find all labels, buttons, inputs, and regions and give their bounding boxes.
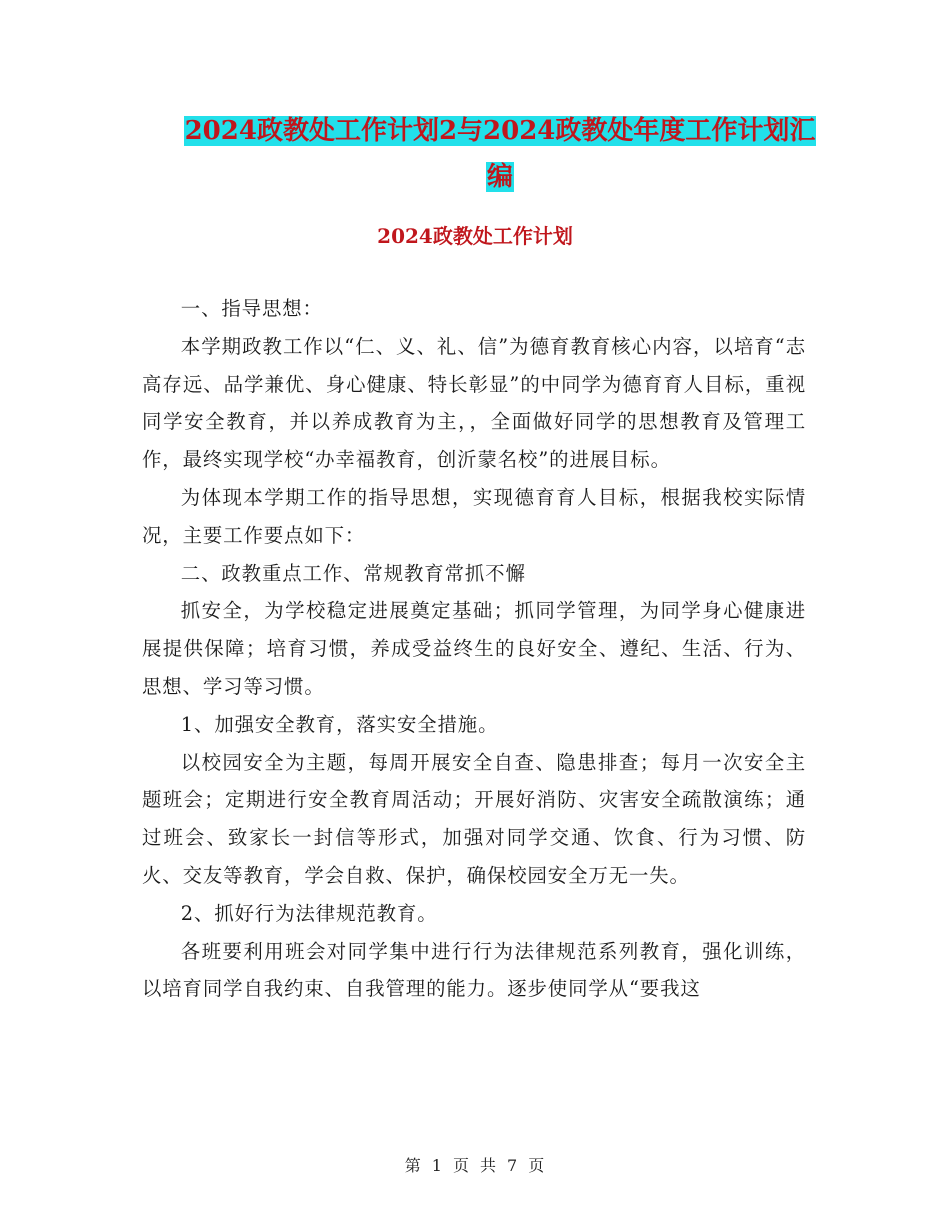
footer-mid2: 共	[480, 1156, 498, 1175]
document-title-line1: 2024政教处工作计划2与2024政教处年度工作计划汇	[184, 116, 816, 146]
footer-current-page: 1	[431, 1156, 443, 1175]
footer-suffix: 页	[528, 1156, 546, 1175]
section-title: 2024政教处工作计划	[377, 224, 573, 248]
heading-behavior-norms: 2、抓好行为法律规范教育。	[180, 901, 438, 925]
footer-prefix: 第	[404, 1156, 422, 1175]
document-title-line2: 编	[486, 162, 513, 192]
paragraph: 抓安全，为学校稳定进展奠定基础；抓同学管理，为同学身心健康进展提供保障；培育习惯，养成受益终生的良好安全、遵纪、生活、行为、思想、学习等习惯。	[142, 599, 806, 698]
paragraph: 本学期政教工作以“仁、义、礼、信”为德育教育核心内容，以培育“志高存远、品学兼优、身心健康、特长彰显”的中同学为德育育人目标，重视同学安全教育，并以养成教育为主，，全面做好同学的思想教育及管理工作，最终实现学校“办幸福教育，创沂蒙名校”的进展目标。	[142, 334, 806, 472]
heading-safety-education: 1、加强安全教育，落实安全措施。	[180, 712, 499, 736]
page-footer	[0, 1153, 950, 1176]
footer-mid1: 页	[452, 1156, 470, 1175]
heading-guiding-ideology: 一、指导思想：	[180, 297, 323, 320]
paragraph: 各班要利用班会对同学集中进行行为法律规范系列教育，强化训练，以培育同学自我约束、自我管理的能力。逐步使同学从“要我这	[142, 939, 806, 1001]
document-body	[142, 290, 806, 1008]
heading-key-work: 二、政教重点工作、常规教育常抓不懈	[180, 561, 526, 585]
footer-total-pages: 7	[507, 1156, 519, 1175]
paragraph: 为体现本学期工作的指导思想，实现德育育人目标，根据我校实际情况，主要工作要点如下：	[142, 485, 806, 547]
document-title	[150, 108, 850, 200]
paragraph: 以校园安全为主题，每周开展安全自查、隐患排查；每月一次安全主题班会；定期进行安全教育周活动；开展好消防、灾害安全疏散演练；通过班会、致家长一封信等形式，加强对同学交通、饮食、行为习惯、防火、交友等教育，学会自救、保护，确保校园安全万无一失。	[142, 750, 806, 887]
